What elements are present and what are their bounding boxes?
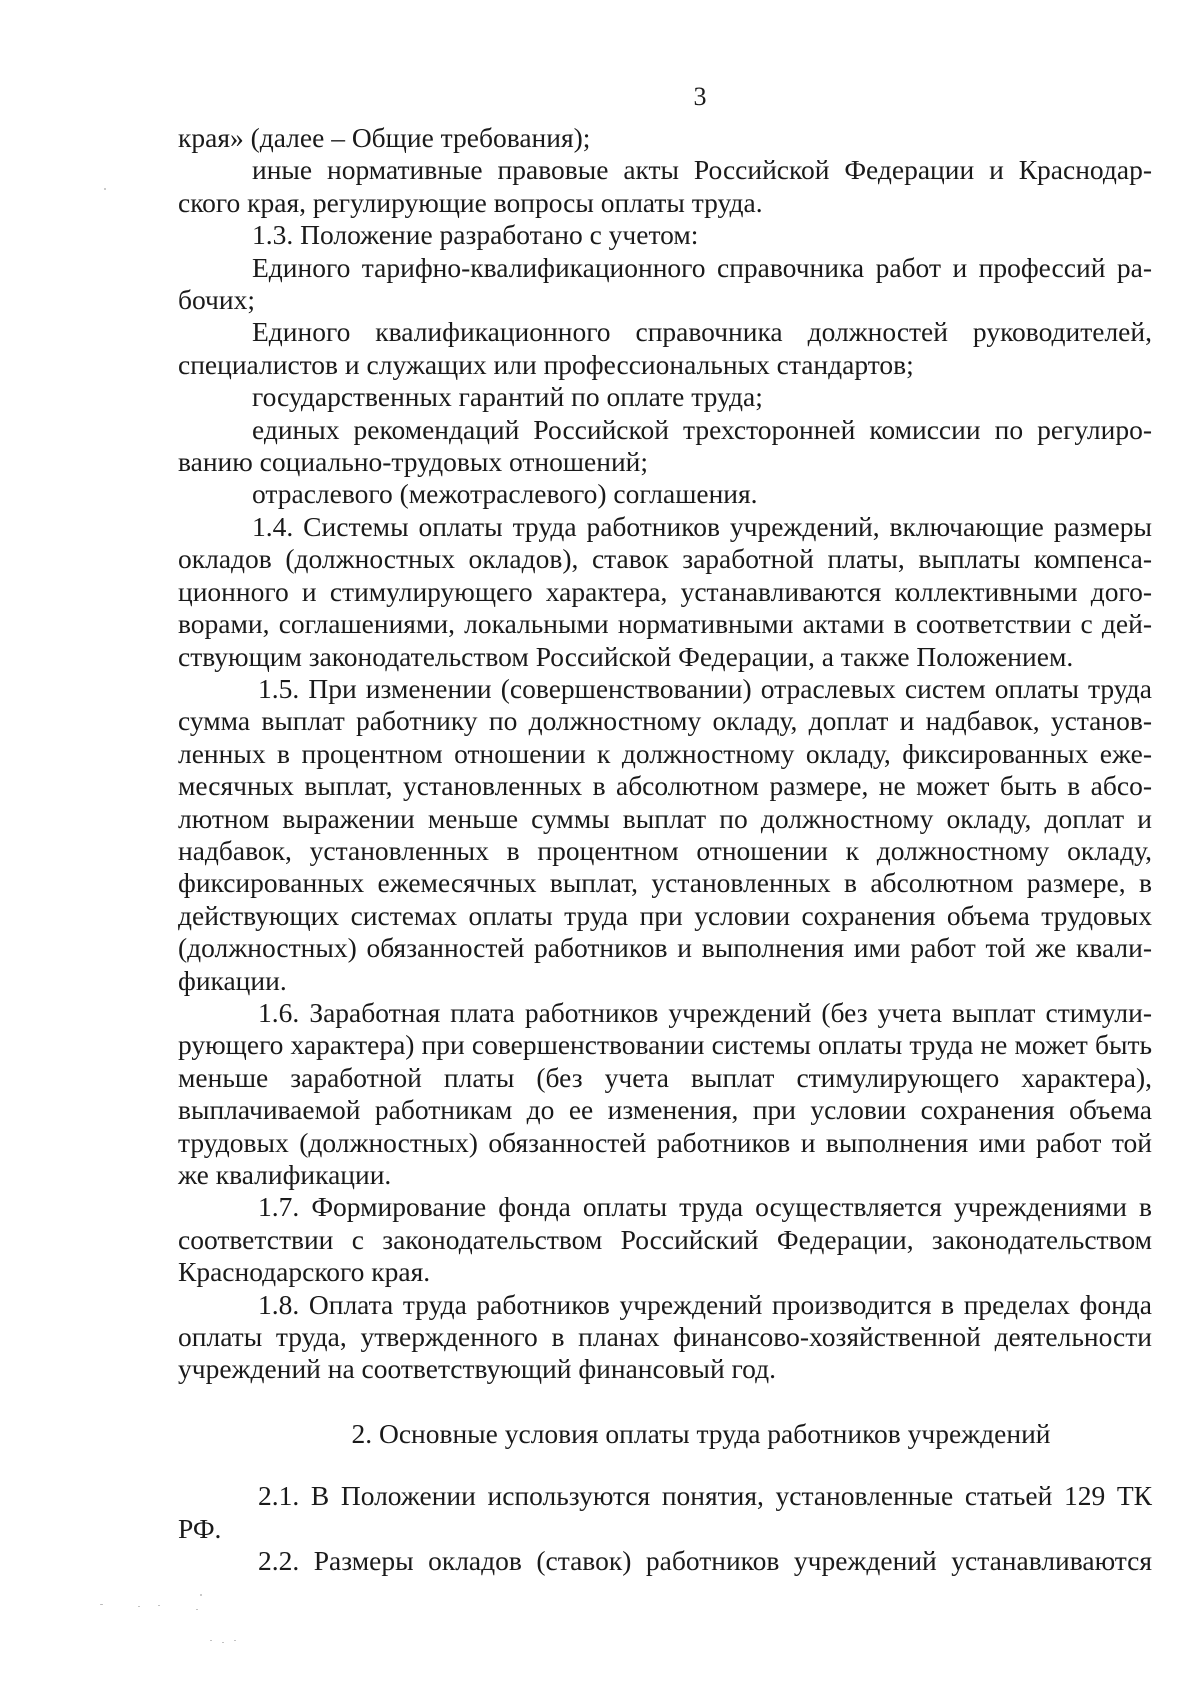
- scan-speck: [234, 1640, 236, 1641]
- scan-speck: [138, 1606, 140, 1607]
- page-number: 3: [693, 82, 707, 111]
- paragraph-tripartite-commission: единых рекомендаций Российской трехсторонней комиссии по регулиро-ванию социально-трудовых отношений;: [178, 413, 1152, 478]
- paragraph-1-4: 1.4. Системы оплаты труда работников учреждений, включающие размеры окладов (должностных окладов), ставок заработной платы, выплаты компенса-ционного и стимулирующего характера, устанавливаются коллективными дого-ворами, соглашениями, локальными нормативными актами в соответствии с дей-ствующим законодательством Российской Федерации, а также Положением.: [178, 510, 1152, 672]
- paragraph-other-acts: иные нормативные правовые акты Российской Федерации и Краснодар-ского края, регулирующие вопросы оплаты труда.: [178, 154, 1152, 218]
- scan-speck: [196, 1609, 198, 1610]
- paragraph-tariff-handbook: Единого тарифно-квалификационного справочника работ и профессий ра-бочих;: [178, 251, 1152, 316]
- paragraph-continuation: края» (далее – Общие требования);: [178, 122, 591, 153]
- scan-speck: [222, 1642, 224, 1643]
- scan-speck: [200, 1594, 202, 1596]
- paragraph-sector-agreement: отраслевого (межотраслевого) соглашения.: [252, 478, 758, 510]
- paragraph-1-3: 1.3. Положение разработано с учетом:: [252, 219, 699, 251]
- paragraph-2-2: 2.2. Размеры окладов (ставок) работников учреждений устанавливаются: [258, 1545, 1152, 1577]
- document-body: [178, 122, 1152, 1577]
- paragraph-1-5: 1.5. При изменении (совершенствовании) отраслевых систем оплаты труда сумма выплат работнику по должностному окладу, доплат и надбавок, установ-ленных в процентном отношении к должностному окладу, фиксированных еже-месячных выплат, установленных в абсолютном размере, не может быть в абсо-лютном выражении меньше суммы выплат по должностному окладу, доплат и надбавок, установленных в процентном отношении к должностному окладу, фиксированных ежемесячных выплат, установленных в абсолютном размере, в действующих системах оплаты труда при условии сохранения объема трудовых (должностных) обязанностей работников и выполнения ими работ той же квали-фикации.: [178, 672, 1152, 996]
- paragraph-1-7: 1.7. Формирование фонда оплаты труда осуществляется учреждениями в соответствии с законодательством Российский Федерации, законодательством Краснодарского края.: [178, 1191, 1152, 1288]
- scan-speck: [158, 1605, 160, 1606]
- section-heading: 2. Основные условия оплаты труда работников учреждений: [351, 1417, 1051, 1449]
- paragraph-qualification-handbook: Единого квалификационного справочника должностей руководителей, специалистов и служащих или профессиональных стандартов;: [178, 316, 1152, 380]
- paragraph-1-6: 1.6. Заработная плата работников учреждений (без учета выплат стимули-рующего характера) при совершенствовании системы оплаты труда не может быть меньше заработной платы (без учета выплат стимулирующего характера), выплачиваемой работникам до ее изменения, при условии сохранения объема трудовых (должностных) обязанностей работников и выполнения ими работ той же квалификации.: [178, 996, 1152, 1190]
- scan-speck: [100, 1604, 103, 1605]
- scan-speck: [210, 1640, 212, 1641]
- paragraph-2-1: 2.1. В Положении используются понятия, установленные статьей 129 ТК РФ.: [178, 1480, 1152, 1544]
- paragraph-1-8: 1.8. Оплата труда работников учреждений производится в пределах фонда оплаты труда, утвержденного в планах финансово-хозяйственной деятельности учреждений на соответствующий финансовый год.: [178, 1288, 1152, 1385]
- paragraph-state-guarantees: государственных гарантий по оплате труда;: [252, 381, 763, 413]
- scan-speck: [104, 188, 106, 190]
